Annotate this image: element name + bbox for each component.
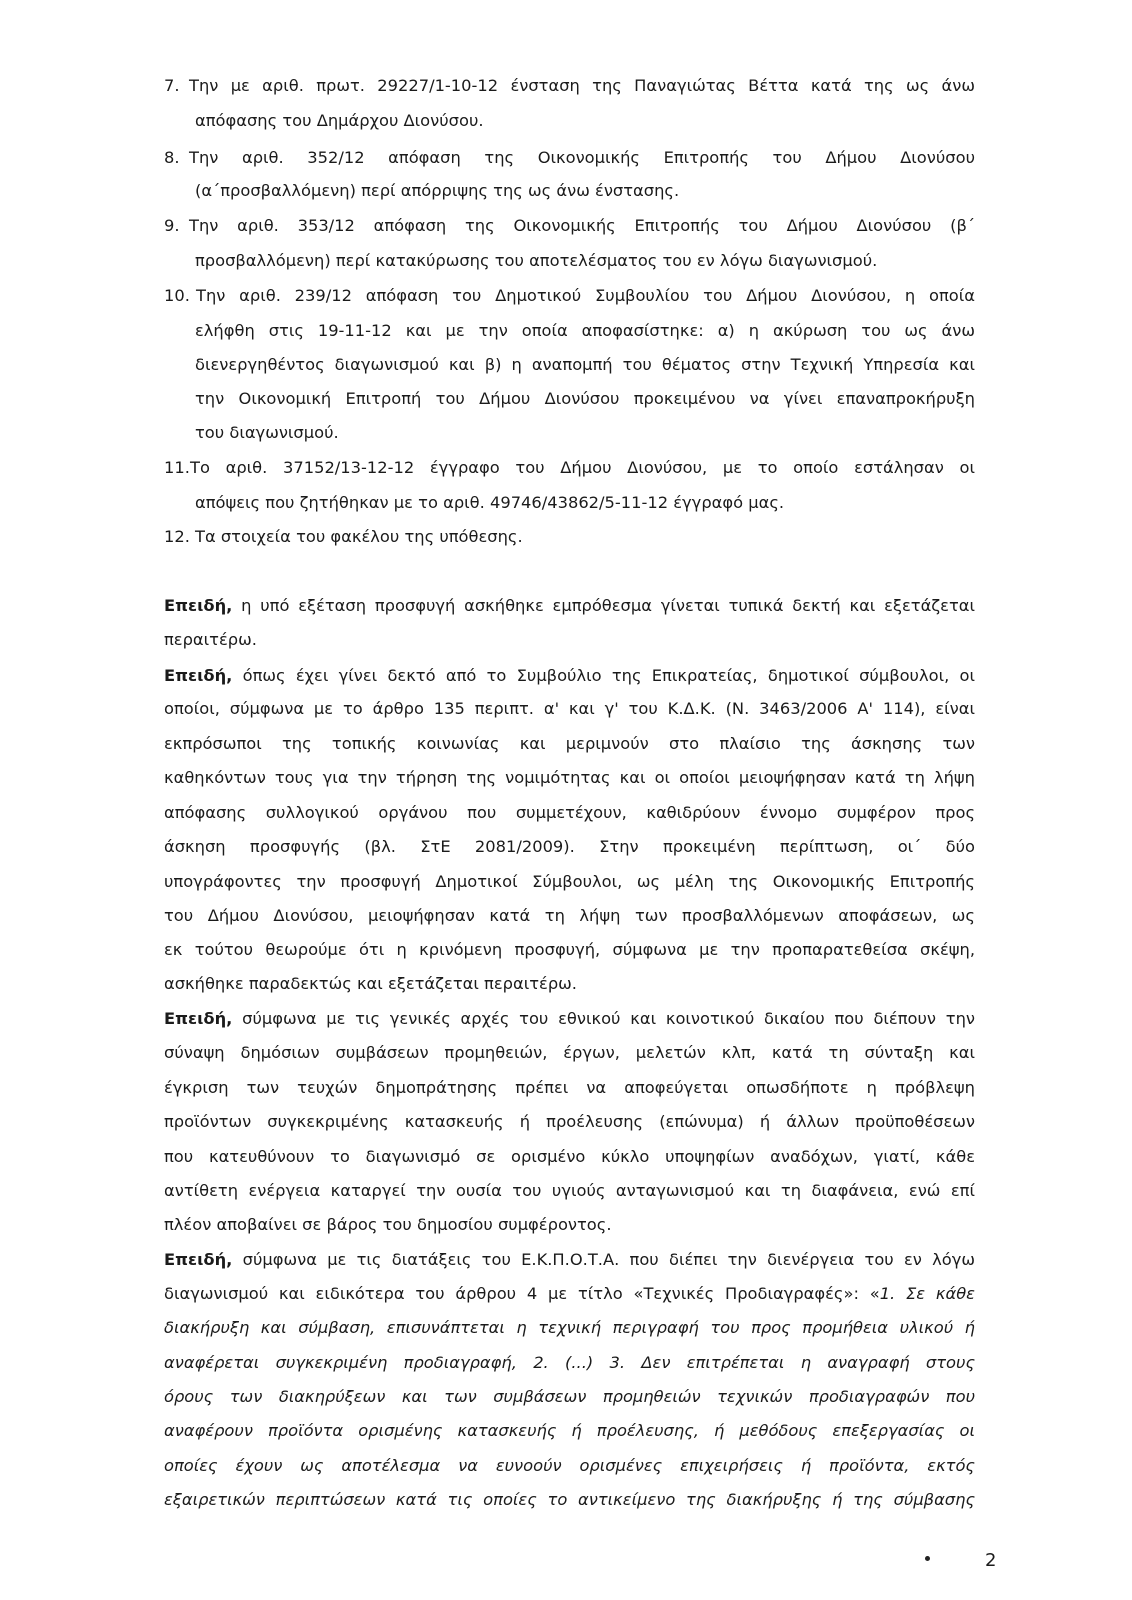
- quote-line: διακήρυξη και σύμβαση, επισυνάπτεται η τεχνική περιγραφή του προς προμήθεια υλικού ή: [164, 1318, 975, 1337]
- paragraph-line: προϊόντων συγκεκριμένης κατασκευής ή προέλευσης (επώνυμα) ή άλλων προϋποθέσεων: [164, 1112, 975, 1131]
- item-line: απόψεις που ζητήθηκαν με το αριθ. 49746/43862/5-11-12 έγγραφό μας.: [195, 493, 785, 512]
- item-line: Την με αριθ. πρωτ. 29227/1-10-12 ένσταση της Παναγιώτας Βέττα κατά της ως άνω: [189, 76, 975, 95]
- item-number: 11.: [164, 458, 190, 477]
- paragraph-lead: Επειδή,: [164, 1009, 233, 1028]
- paragraph-line: απόφασης συλλογικού οργάνου που συμμετέχουν, καθιδρύουν έννομο συμφέρον προς: [164, 803, 975, 822]
- paragraph-first-line: [164, 665, 975, 687]
- paragraph-first-line: [164, 1249, 975, 1271]
- item-line: προσβαλλόμενη) περί κατακύρωσης του αποτελέσματος του εν λόγω διαγωνισμού.: [195, 251, 878, 270]
- item-number: 12.: [164, 527, 190, 546]
- item-line: (α΄προσβαλλόμενη) περί απόρριψης της ως άνω ένστασης.: [195, 181, 680, 200]
- paragraph-lead: Επειδή,: [164, 596, 233, 615]
- item-line: διενεργηθέντος διαγωνισμού και β) η αναπομπή του θέματος στην Τεχνική Υπηρεσία και: [195, 355, 975, 374]
- page-number: 2: [985, 1550, 997, 1571]
- paragraph-line: εκπρόσωποι της τοπικής κοινωνίας και μεριμνούν στο πλαίσιο της άσκησης των: [164, 734, 975, 753]
- item-line: του διαγωνισμού.: [195, 423, 339, 442]
- paragraph-line: πλέον αποβαίνει σε βάρος του δημοσίου συμφέροντος.: [164, 1215, 612, 1234]
- quote-line: αναφέρουν προϊόντα ορισμένης κατασκευής ή προέλευσης, ή μεθόδους επεξεργασίας οι: [164, 1421, 975, 1440]
- quote-line: οποίες έχουν ως αποτέλεσμα να ευνοούν ορισμένες επιχειρήσεις ή προϊόντα, εκτός: [164, 1456, 975, 1475]
- quote-line: αναφέρεται συγκεκριμένη προδιαγραφή, 2. (...) 3. Δεν επιτρέπεται η αναγραφή στους: [164, 1353, 975, 1372]
- paragraph-line: σύναψη δημόσιων συμβάσεων προμηθειών, έργων, μελετών κλπ, κατά τη σύνταξη και: [164, 1043, 975, 1062]
- quote-line: όρους των διακηρύξεων και των συμβάσεων προμηθειών τεχνικών προδιαγραφών που: [164, 1387, 975, 1406]
- paragraph-text: διαγωνισμού και ειδικότερα του άρθρου 4 με τίτλο «Τεχνικές Προδιαγραφές»: «: [164, 1284, 880, 1303]
- paragraph-lead: Επειδή,: [164, 1250, 233, 1269]
- paragraph-line: υπογράφοντες την προσφυγή Δημοτικοί Σύμβουλοι, ως μέλη της Οικονομικής Επιτροπής: [164, 872, 975, 891]
- item-line: ελήφθη στις 19-11-12 και με την οποία αποφασίστηκε: α) η ακύρωση του ως άνω: [195, 321, 975, 340]
- paragraph-first-line: [164, 595, 975, 617]
- paragraph-line: [164, 1283, 975, 1305]
- item-line: απόφασης του Δημάρχου Διονύσου.: [195, 111, 484, 130]
- scan-speck: [925, 1556, 930, 1561]
- paragraph-line: καθηκόντων τους για την τήρηση της νομιμότητας και οι οποίοι μειοψήφησαν κατά τη λήψη: [164, 768, 975, 787]
- item-line: Την αριθ. 353/12 απόφαση της Οικονομικής Επιτροπής του Δήμου Διονύσου (β΄: [189, 216, 975, 235]
- paragraph-text: όπως έχει γίνει δεκτό από το Συμβούλιο της Επικρατείας, δημοτικοί σύμβουλοι, οι: [232, 666, 975, 685]
- paragraph-lead: Επειδή,: [164, 666, 233, 685]
- item-line: Την αριθ. 352/12 απόφαση της Οικονομικής Επιτροπής του Δήμου Διονύσου: [189, 148, 975, 167]
- paragraph-line: του Δήμου Διονύσου, μειοψήφησαν κατά τη λήψη των προσβαλλόμενων αποφάσεων, ως: [164, 906, 975, 925]
- item-number: 8.: [164, 148, 180, 167]
- item-number: 7.: [164, 76, 180, 95]
- paragraph-text: σύμφωνα με τις γενικές αρχές του εθνικού και κοινοτικού δικαίου που διέπουν την: [232, 1009, 975, 1028]
- quote-line: εξαιρετικών περιπτώσεων κατά τις οποίες το αντικείμενο της διακήρυξης ή της σύμβασης: [164, 1490, 975, 1509]
- paragraph-first-line: [164, 1008, 975, 1030]
- item-number: 10.: [164, 286, 190, 305]
- paragraph-line: περαιτέρω.: [164, 630, 257, 649]
- quote-text: 1. Σε κάθε: [879, 1284, 975, 1303]
- paragraph-line: αντίθετη ενέργεια καταργεί την ουσία του υγιούς ανταγωνισμού και τη διαφάνεια, ενώ επί: [164, 1181, 975, 1200]
- item-line: Την αριθ. 239/12 απόφαση του Δημοτικού Συμβουλίου του Δήμου Διονύσου, η οποία: [196, 286, 975, 305]
- paragraph-line: άσκηση προσφυγής (βλ. ΣτΕ 2081/2009). Στην προκειμένη περίπτωση, οι΄ δύο: [164, 837, 975, 856]
- item-line: Τα στοιχεία του φακέλου της υπόθεσης.: [195, 527, 523, 546]
- paragraph-line: έγκριση των τευχών δημοπράτησης πρέπει να αποφεύγεται οπωσδήποτε η πρόβλεψη: [164, 1078, 975, 1097]
- item-number: 9.: [164, 216, 180, 235]
- item-line: την Οικονομική Επιτροπή του Δήμου Διονύσου προκειμένου να γίνει επαναπροκήρυξη: [195, 389, 975, 408]
- paragraph-line: ασκήθηκε παραδεκτώς και εξετάζεται περαιτέρω.: [164, 974, 577, 993]
- paragraph-text: σύμφωνα με τις διατάξεις του Ε.Κ.Π.Ο.Τ.Α. που διέπει την διενέργεια του εν λόγω: [232, 1250, 975, 1269]
- paragraph-line: οποίοι, σύμφωνα με το άρθρο 135 περιπτ. α' και γ' του Κ.Δ.Κ. (Ν. 3463/2006 Α' 114), είναι: [164, 699, 975, 718]
- paragraph-text: η υπό εξέταση προσφυγή ασκήθηκε εμπρόθεσμα γίνεται τυπικά δεκτή και εξετάζεται: [232, 596, 975, 615]
- item-line: Το αριθ. 37152/13-12-12 έγγραφο του Δήμου Διονύσου, με το οποίο εστάλησαν οι: [190, 458, 975, 477]
- paragraph-line: εκ τούτου θεωρούμε ότι η κρινόμενη προσφυγή, σύμφωνα με την προπαρατεθείσα σκέψη,: [164, 940, 975, 959]
- paragraph-line: που κατευθύνουν το διαγωνισμό σε ορισμένο κύκλο υποψηφίων αναδόχων, γιατί, κάθε: [164, 1147, 975, 1166]
